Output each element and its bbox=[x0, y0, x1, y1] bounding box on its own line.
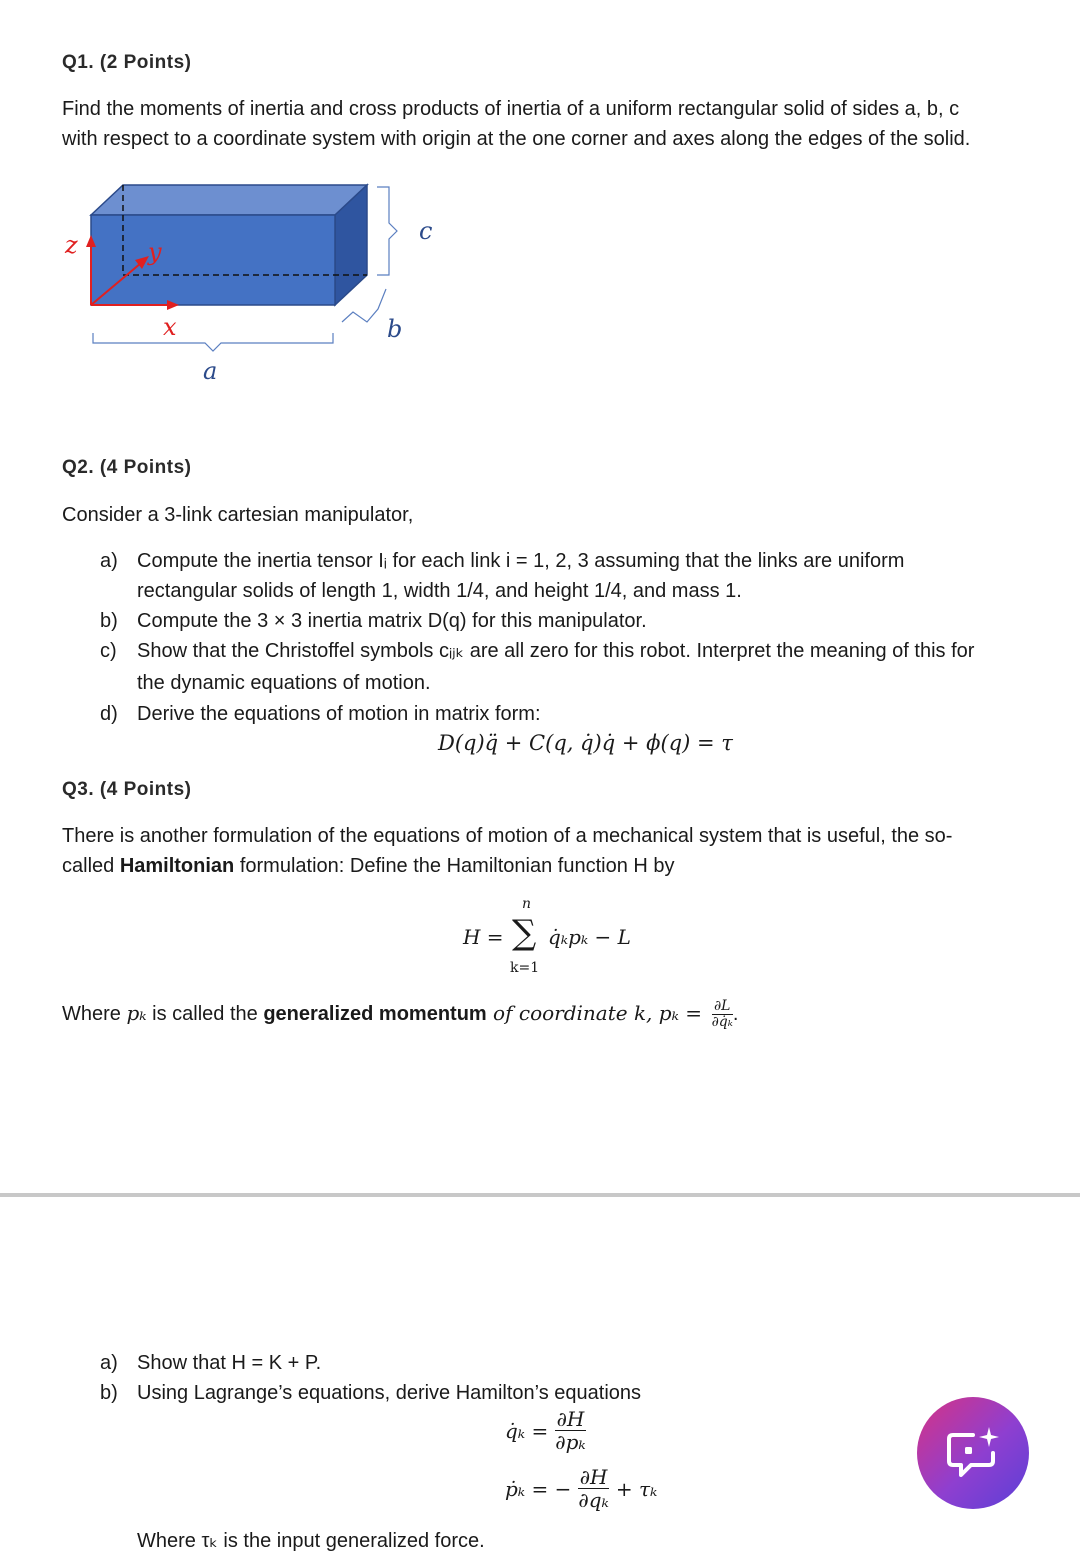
hamiltonian-sum-upper: n bbox=[522, 896, 532, 912]
hamilton-eq1-num: ∂H bbox=[556, 1407, 585, 1431]
q3-where-bold: generalized momentum bbox=[263, 1003, 487, 1025]
q1-text-line2: with respect to a coordinate system with origin at the one corner and axes along the edges of the solid. bbox=[62, 128, 971, 150]
hamilton-eq2-rhs: + τₖ bbox=[615, 1476, 658, 1501]
q2-item-d-label: d) bbox=[100, 703, 118, 725]
q3-intro-hamiltonian: Hamiltonian bbox=[119, 855, 235, 877]
label-z: z bbox=[65, 231, 78, 259]
q2-item-c-line1: Show that the Christoffel symbols cᵢⱼₖ are all zero for this robot. Interpret the meaning of this for bbox=[137, 640, 975, 662]
q2-item-d-line1: Derive the equations of motion in matrix form: bbox=[137, 703, 541, 725]
q3-where-end: . bbox=[732, 1003, 739, 1025]
q3-item-a-text: Show that H = K + P. bbox=[137, 1352, 322, 1374]
hamilton-eq1-lhs: q̇ₖ = bbox=[505, 1418, 549, 1443]
q2-item-b-label: b) bbox=[100, 610, 118, 632]
q3-item-a-label: a) bbox=[100, 1352, 118, 1374]
q2-item-c-label: c) bbox=[100, 640, 117, 662]
solid-front-face bbox=[91, 215, 335, 305]
q3-where-pre: Where bbox=[62, 1003, 127, 1025]
q3-where-post: of coordinate k, pₖ = bbox=[486, 1001, 702, 1025]
q2-equation: D(q)q̈ + C(q, q̇)q̇ + ϕ(q) = τ bbox=[438, 731, 733, 755]
feedback-fab-button[interactable] bbox=[917, 1397, 1029, 1509]
hamilton-eq2 bbox=[505, 1466, 657, 1511]
q2-item-a-label: a) bbox=[100, 550, 118, 572]
q3-item-b-text: Using Lagrange’s equations, derive Hamilton’s equations bbox=[137, 1382, 642, 1404]
q3-item-a bbox=[100, 1348, 1040, 1378]
q3-intro-line2 bbox=[62, 851, 1052, 881]
hamiltonian-lhs: H = bbox=[463, 925, 504, 949]
q3-where-fraction bbox=[712, 999, 733, 1031]
q3-intro-called: called bbox=[62, 855, 120, 877]
q2-item-a-line2: rectangular solids of length 1, width 1/4, and height 1/4, and mass 1. bbox=[137, 580, 742, 602]
label-a: a bbox=[203, 357, 218, 385]
solid-top-face bbox=[91, 185, 367, 215]
q2-item-a bbox=[100, 546, 1040, 606]
q2-item-a-line1: Compute the inertia tensor Iᵢ for each link i = 1, 2, 3 assuming that the links are uniform bbox=[137, 550, 905, 572]
q3-heading: Q3. (4 Points) bbox=[62, 779, 192, 800]
hamilton-eq2-den: ∂qₖ bbox=[578, 1488, 609, 1512]
brace-b bbox=[342, 289, 386, 322]
feedback-sparkle-icon bbox=[917, 1397, 1029, 1509]
q3-where-line bbox=[62, 996, 738, 1031]
page-divider bbox=[0, 1193, 1080, 1197]
q1-heading: Q1. (2 Points) bbox=[62, 52, 192, 73]
q2-item-c-line2: the dynamic equations of motion. bbox=[137, 672, 431, 694]
label-b: b bbox=[387, 315, 403, 343]
label-c: c bbox=[419, 217, 433, 245]
q2-item-c bbox=[100, 636, 1040, 698]
rectangular-solid-figure bbox=[55, 175, 455, 395]
q1-text-line1: Find the moments of inertia and cross products of inertia of a uniform rectangular solid of sides a, b, c bbox=[62, 98, 960, 120]
hamiltonian-body: q̇ₖpₖ − L bbox=[548, 925, 631, 949]
q3-where-mid: is called the bbox=[146, 1003, 264, 1025]
q3-where-frac-num: ∂L bbox=[712, 999, 733, 1015]
hamiltonian-sum-lower: k=1 bbox=[510, 960, 540, 976]
hamilton-eq1-fraction bbox=[555, 1408, 587, 1453]
q2-item-b bbox=[100, 606, 1040, 636]
q3-intro-line1: There is another formulation of the equations of motion of a mechanical system that is useful, the so- bbox=[62, 825, 953, 847]
q3-where-frac-den: ∂q̇ₖ bbox=[711, 1014, 733, 1031]
hamilton-eq2-fraction bbox=[578, 1466, 610, 1511]
brace-c bbox=[377, 187, 397, 275]
brace-a bbox=[93, 333, 333, 351]
q2-intro: Consider a 3-link cartesian manipulator, bbox=[62, 504, 414, 526]
q3-item-b-label: b) bbox=[100, 1382, 118, 1404]
label-y: y bbox=[148, 238, 162, 266]
hamiltonian-sigma: ∑ bbox=[512, 913, 537, 953]
q3-intro-rest: formulation: Define the Hamiltonian function H by bbox=[234, 855, 675, 877]
hamilton-eq2-lhs: ṗₖ = − bbox=[505, 1476, 572, 1501]
hamilton-eq1-den: ∂pₖ bbox=[555, 1430, 586, 1454]
hamilton-eq1 bbox=[505, 1408, 586, 1453]
q2-item-b-line1: Compute the 3 × 3 inertia matrix D(q) for this manipulator. bbox=[137, 610, 647, 632]
q3-item-b bbox=[100, 1378, 1040, 1408]
label-x: x bbox=[163, 313, 177, 341]
q3-where-pk: pₖ bbox=[126, 1001, 147, 1025]
q2-heading: Q2. (4 Points) bbox=[62, 457, 192, 478]
hamilton-eq2-num: ∂H bbox=[579, 1465, 608, 1489]
q3-footer: Where τₖ is the input generalized force. bbox=[137, 1530, 485, 1552]
q2-item-d bbox=[100, 699, 1040, 729]
